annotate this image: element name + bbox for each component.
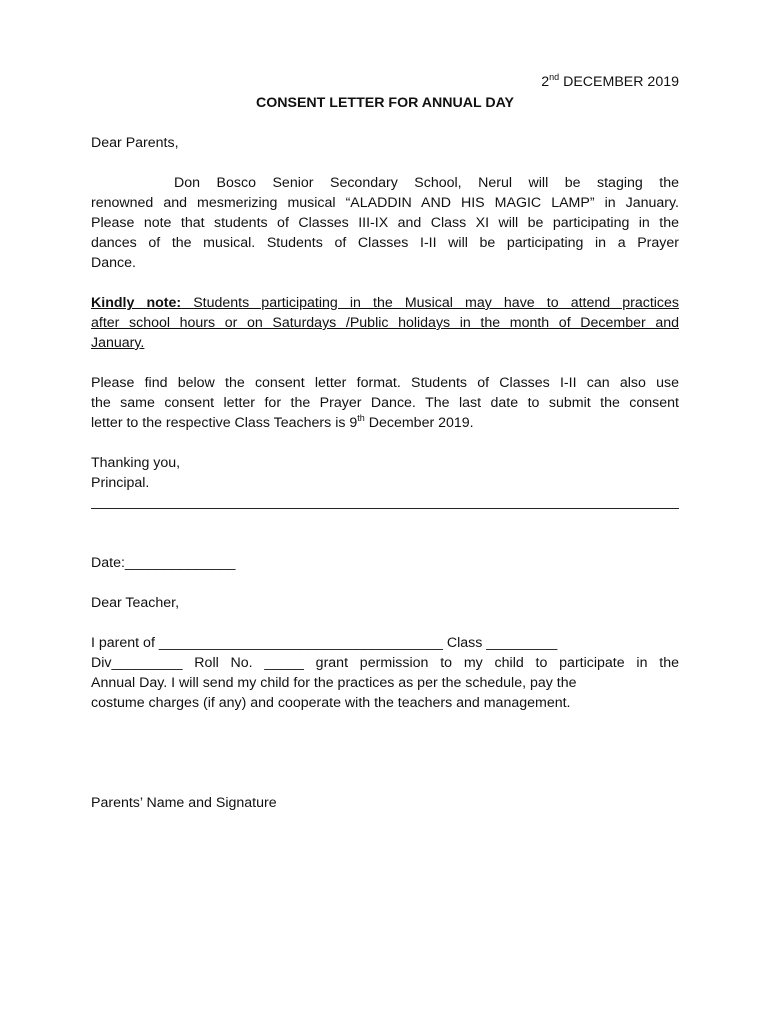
intro-line-2: renowned and mesmerizing musical “ALADDIN AND HIS MAGIC LAMP” in January.	[91, 195, 679, 211]
form-line-1: I parent of ____________________________________ Class _________	[91, 635, 558, 651]
intro-line-3: Please note that students of Classes III-IX and Class XI will be participating in the	[91, 215, 679, 231]
intro-paragraph	[91, 173, 679, 273]
note-line-1	[91, 293, 679, 313]
closing-block	[91, 453, 679, 493]
instructions-paragraph	[91, 373, 679, 433]
salutation: Dear Parents,	[91, 135, 179, 151]
letter-date: 2nd DECEMBER 2019	[541, 72, 679, 90]
intro-line-5: Dance.	[91, 255, 136, 271]
signoff-text: Principal.	[91, 475, 150, 491]
intro-line-4: dances of the musical. Students of Classes I-II will be participating in a Prayer	[91, 235, 679, 251]
kindly-note-paragraph	[91, 293, 679, 353]
note-label: Kindly note:	[91, 295, 182, 311]
form-line-4: costume charges (if any) and cooperate with the teachers and management.	[91, 695, 571, 711]
closing-text: Thanking you,	[91, 455, 181, 471]
form-line-3: Annual Day. I will send my child for the practices as per the schedule, pay the	[91, 675, 577, 691]
parent-signature-label: Parents’ Name and Signature	[91, 795, 277, 811]
note-line-3: January.	[91, 335, 145, 351]
teacher-greeting: Dear Teacher,	[91, 595, 180, 611]
note-line-2: after school hours or on Saturdays /Public holidays in the month of December and	[91, 315, 679, 331]
intro-line-1: Don Bosco Senior Secondary School, Nerul will be staging the	[174, 175, 679, 191]
instructions-line-3: letter to the respective Class Teachers is 9th December 2019.	[91, 413, 474, 431]
letter-title: CONSENT LETTER FOR ANNUAL DAY	[255, 95, 514, 111]
consent-form-body	[91, 633, 679, 713]
note-text-1: Students participating in the Musical may have to attend practices	[181, 295, 679, 311]
date-field: Date:______________	[91, 555, 236, 571]
cut-divider-line	[91, 508, 679, 509]
instructions-line-2: the same consent letter for the Prayer Dance. The last date to submit the consent	[91, 395, 679, 411]
form-line-2: Div_________ Roll No. _____ grant permission to my child to participate in the	[91, 655, 679, 671]
instructions-line-1: Please find below the consent letter format. Students of Classes I-II can also use	[91, 375, 679, 391]
